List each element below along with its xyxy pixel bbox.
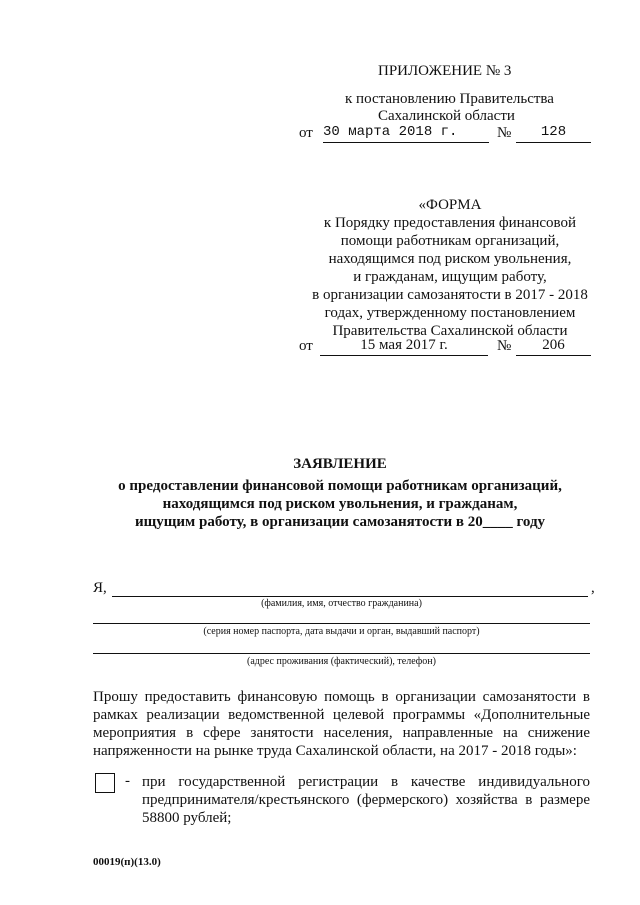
option-1-line: предпринимателя/крестьянского (фермерского) хозяйства в размере (142, 792, 590, 808)
option-1-line: 58800 рублей; (142, 810, 232, 826)
caption-address: (адрес проживания (фактический), телефон) (247, 656, 436, 667)
appendix-from-label: от (299, 125, 313, 141)
statement-title: ЗАЯВЛЕНИЕ (293, 456, 387, 472)
request-line: рамках реализации ведомственной целевой программы «Дополнительные (93, 707, 590, 723)
form-header-line: помощи работникам организаций, (340, 233, 560, 249)
form-header-line: Правительства Сахалинской области (332, 323, 568, 339)
applicant-name-field[interactable] (112, 596, 588, 597)
form-number-label: № (497, 338, 512, 354)
form-header-line: находящимся под риском увольнения, (328, 251, 572, 267)
statement-line-1: о предоставлении финансовой помощи работникам организаций, (118, 478, 562, 494)
passport-field[interactable] (93, 623, 590, 624)
appendix-line-2: Сахалинской области (378, 108, 515, 124)
form-header-line: годах, утвержденному постановлением (324, 305, 576, 321)
appendix-number-field (516, 124, 591, 143)
caption-name: (фамилия, имя, отчество гражданина) (261, 598, 422, 609)
appendix-number: 128 (540, 124, 567, 140)
form-number: 206 (542, 337, 565, 353)
appendix-number-label: № (497, 125, 512, 141)
request-line: напряженности на рынке труда Сахалинской области, на 2017 - 2018 годы»: (93, 743, 577, 759)
request-line: Прошу предоставить финансовую помощь в организации самозанятости в (93, 689, 590, 705)
option-1-line: при государственной регистрации в качестве индивидуального (142, 774, 590, 790)
form-header-line: и гражданам, ищущим работу, (353, 269, 547, 285)
statement-line-2: находящимся под риском увольнения, и гражданам, (162, 496, 518, 512)
appendix-title: ПРИЛОЖЕНИЕ № 3 (378, 63, 512, 79)
statement-line-3: ищущим работу, в организации самозанятости в 20____ году (134, 514, 546, 530)
form-from-label: от (299, 338, 313, 354)
trailing-comma: , (591, 580, 595, 596)
form-header-line: «ФОРМА (418, 197, 482, 213)
form-date-field (320, 337, 488, 356)
form-header (300, 196, 600, 340)
form-date: 15 мая 2017 г. (360, 337, 448, 353)
form-header-line: к Порядку предоставления финансовой (323, 215, 577, 231)
i-label: Я, (93, 580, 107, 596)
caption-passport: (серия номер паспорта, дата выдачи и орган, выдавший паспорт) (203, 626, 480, 637)
request-line: мероприятия в сфере занятости населения, направленные на снижение (93, 725, 590, 741)
option-1-checkbox[interactable] (95, 773, 115, 793)
form-number-field (516, 337, 591, 356)
appendix-line-1: к постановлению Правительства (345, 91, 554, 107)
appendix-date: 30 марта 2018 г. (323, 124, 458, 140)
option-1-dash: - (125, 773, 130, 789)
footer-code: 00019(п)(13.0) (93, 856, 161, 868)
form-header-line: в организации самозанятости в 2017 - 2018 (312, 287, 588, 303)
address-field[interactable] (93, 653, 590, 654)
appendix-date-field (323, 124, 489, 143)
